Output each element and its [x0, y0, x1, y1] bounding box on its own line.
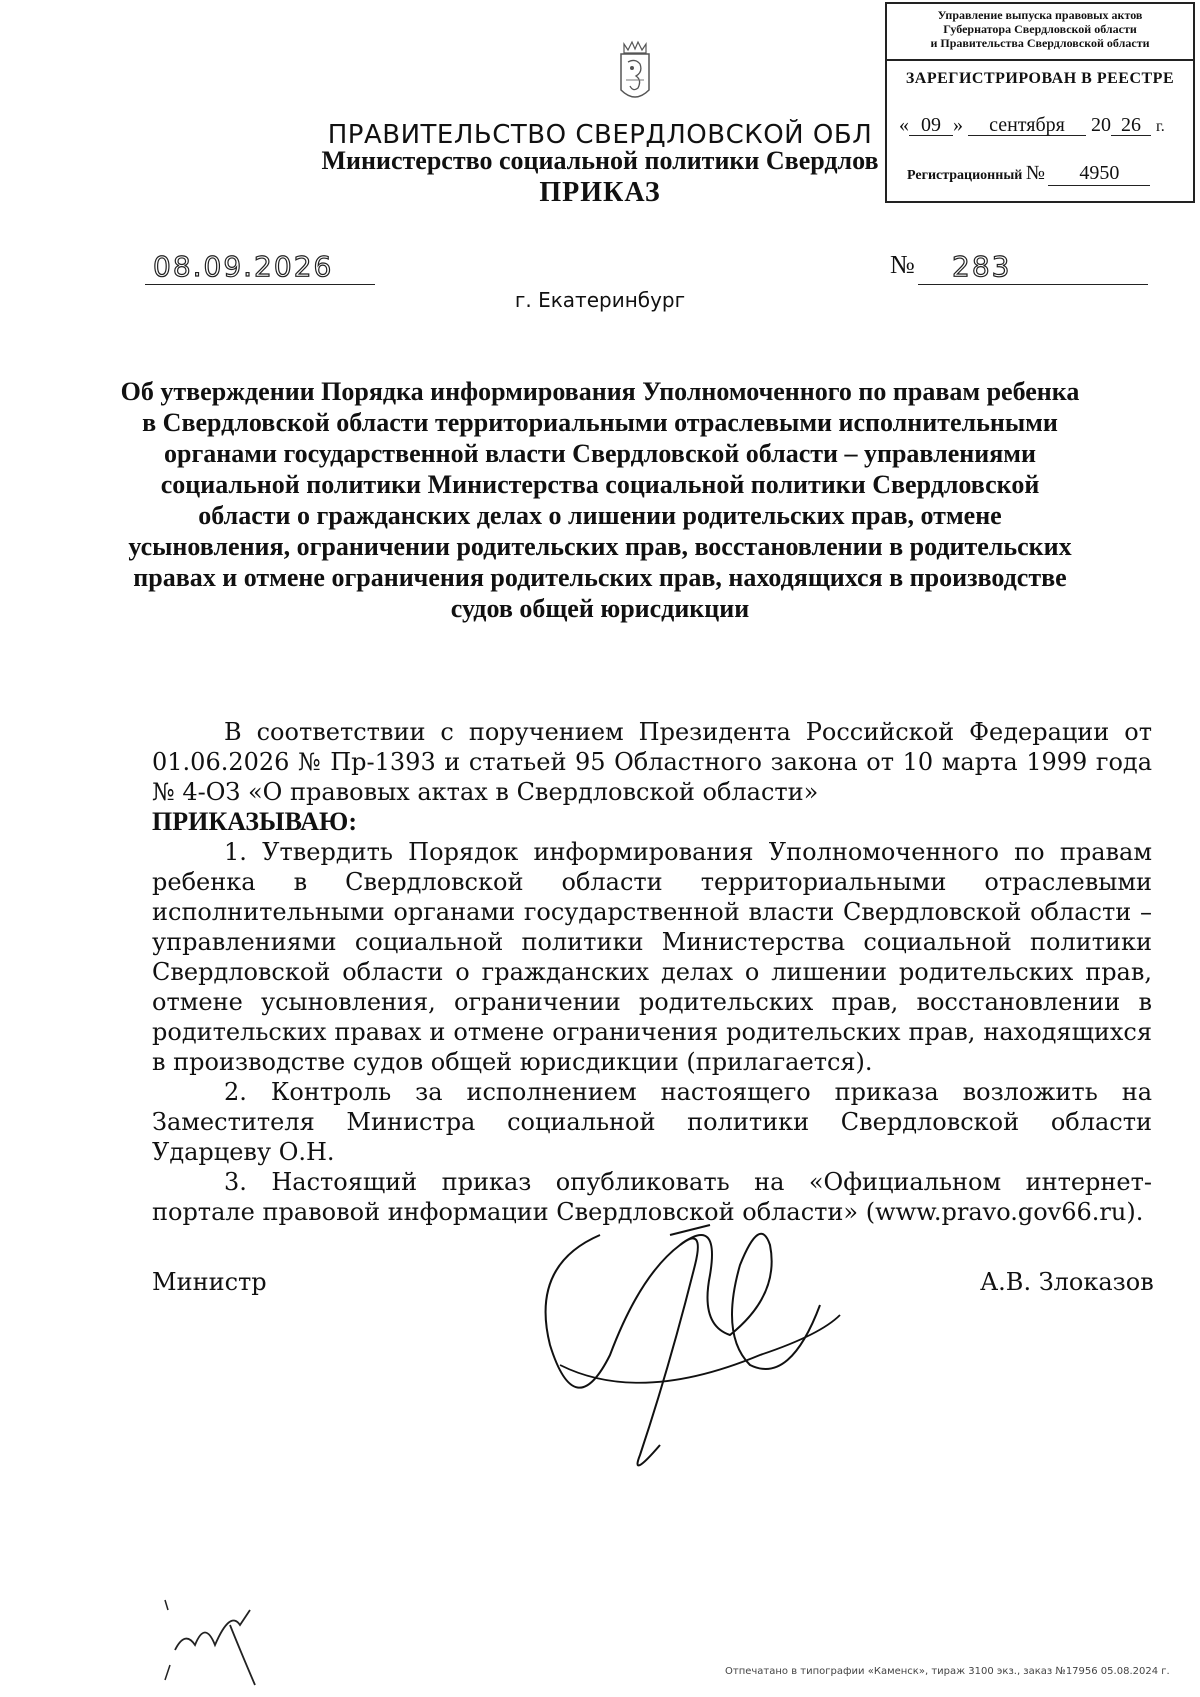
stamp-year-suffix: 26	[1111, 115, 1151, 136]
signatory-position: Министр	[152, 1268, 267, 1296]
stamp-month: сентября	[968, 115, 1086, 136]
stamp-number-sign: №	[1025, 162, 1045, 184]
order-number-label: №	[890, 250, 915, 279]
order-item-3: 3. Настоящий приказ опубликовать на «Официальном интернет-портале правовой информации Свердловской области» (www.pravo.gov66.ru).	[152, 1168, 1152, 1226]
document-type-heading: ПРИКАЗ	[539, 177, 661, 208]
handwritten-signature	[520, 1205, 850, 1475]
stamp-registration-number	[907, 162, 1150, 186]
stamp-reg-label: Регистрационный	[907, 168, 1023, 183]
handwritten-date	[145, 248, 375, 284]
government-heading: ПРАВИТЕЛЬСТВО СВЕРДЛОВСКОЙ ОБЛ	[327, 120, 873, 150]
svg-text:08.09.2026: 08.09.2026	[153, 250, 334, 283]
order-item-2: 2. Контроль за исполнением настоящего приказа возложить на Заместителя Министра социальной политики Свердловской области Ударцеву О.Н.	[152, 1078, 1152, 1166]
stamp-divider	[887, 59, 1193, 61]
order-date-line	[145, 248, 375, 285]
stamp-open-quote: «	[899, 114, 909, 136]
city-label: г. Екатеринбург	[514, 288, 686, 312]
command-heading: ПРИКАЗЫВАЮ:	[152, 807, 357, 836]
stamp-org-line: Губернатора Свердловской области	[943, 22, 1137, 36]
print-footer: Отпечатано в типографии «Каменск», тираж 3100 экз., заказ №17956 05.08.2024 г.	[725, 1666, 1170, 1677]
order-number-line	[918, 248, 1148, 285]
svg-text:283: 283	[952, 250, 1012, 283]
preamble-paragraph: В соответствии с поручением Президента Российской Федерации от 01.06.2026 № Пр-1393 и статьей 95 Областного закона от 10 марта 1999 года № 4-ОЗ «О правовых актах в Свердловской области»	[152, 718, 1152, 806]
handwritten-initials	[160, 1590, 280, 1690]
order-item-1: 1. Утвердить Порядок информирования Уполномоченного по правам ребенка в Свердловской области территориальными отраслевыми исполнительными органами государственной власти Свердловской области – управлениями социальной политики Министерства социальной политики Свердловской области о гражданских делах о лишении родительских прав, отмене усыновления, ограничении родительских прав, восстановлении в родительских правах и отмене ограничения родительских прав, находящихся в производстве судов общей юрисдикции (прилагается).	[152, 838, 1152, 1076]
stamp-registered-label: ЗАРЕГИСТРИРОВАН В РЕЕСТРЕ	[905, 70, 1175, 87]
stamp-org-line: и Правительства Свердловской области	[930, 36, 1150, 50]
stamp-org-line: Управление выпуска правовых актов	[937, 8, 1143, 22]
stamp-year-prefix: 20	[1091, 114, 1111, 136]
ministry-heading: Министерство социальной политики Свердлов	[321, 146, 879, 175]
order-body	[152, 717, 1152, 1227]
registration-stamp	[885, 2, 1195, 203]
stamp-registration-date	[899, 114, 1165, 137]
stamp-close-quote: »	[953, 114, 963, 136]
stamp-reg-number: 4950	[1048, 162, 1150, 186]
signatory-name: А.В. Злоказов	[980, 1268, 1154, 1296]
coat-of-arms-icon	[618, 40, 652, 106]
stamp-organization	[887, 8, 1193, 50]
handwritten-number	[918, 248, 1148, 284]
order-title: Об утверждении Порядка информирования Уполномоченного по правам ребенка в Свердловской области территориальными отраслевыми исполнительными органами государственной власти Свердловской области – управлениями социальной политики Министерства социальной политики Свердловской области о гражданских делах о лишении родительских прав, отмене усыновления, ограничении родительских прав, восстановлении в родительских правах и отмене ограничения родительских прав, находящихся в производстве судов общей юрисдикции	[120, 377, 1080, 623]
stamp-year-abbr: г.	[1156, 118, 1165, 135]
stamp-day: 09	[909, 115, 953, 136]
